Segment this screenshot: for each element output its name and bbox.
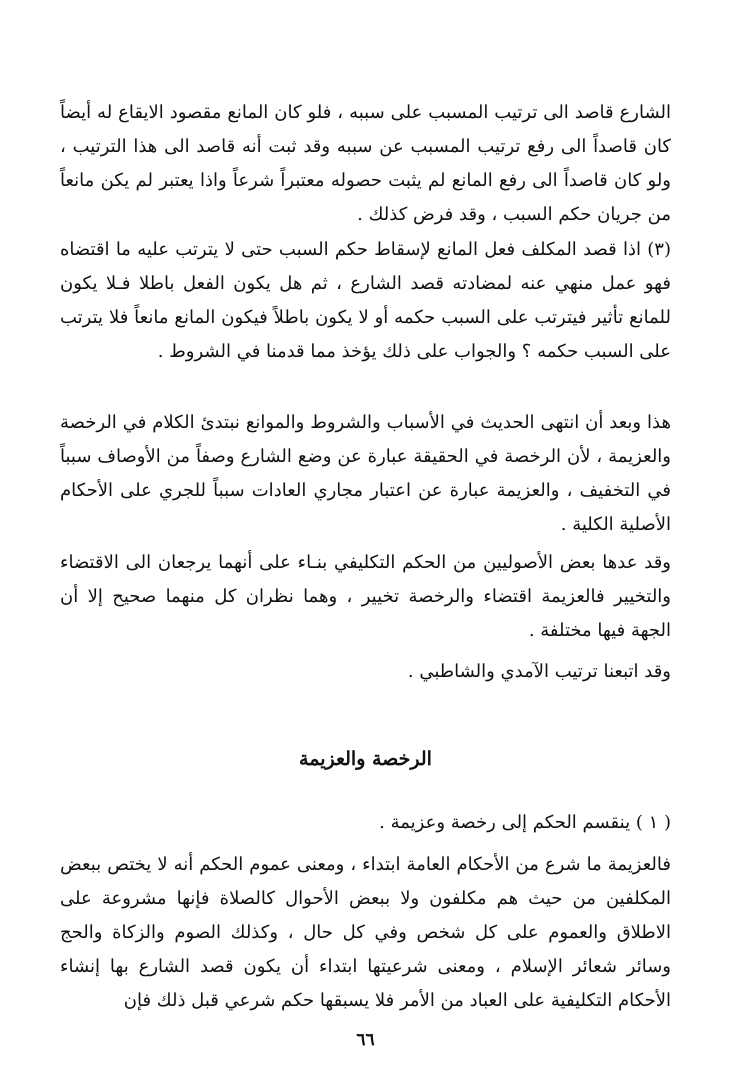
section-heading: الرخصة والعزيمة (299, 748, 432, 770)
paragraph: الشارع قاصد الى ترتيب المسبب على سببه ، فلو كان المانع مقصود الايقاع له أيضاً كان قاصداً الى رفع ترتيب المسبب عن سببه وقد ثبت أنه قاصد الى هذا الترتيب ، ولو كان قاصداً الى رفع المانع لم يثبت حصوله معتبراً شرعاً واذا يعتبر لم يكن مانعاً من جريان حكم السبب ، وقد فرض كذلك . (60, 102, 671, 225)
page-number: ٦٦ (356, 1030, 375, 1050)
paragraph: فالعزيمة ما شرع من الأحكام العامة ابتداء ، ومعنى عموم الحكم أنه لا يختص ببعض المكلفين من حيث هم مكلفون ولا ببعض الأحوال كالصلاة فإنها مشروعة على الاطلاق والعموم على كل شخص وفي كل حال ، وكذلك الصوم والزكاة والحج وسائر شعائر الإسلام ، ومعنى شرعيتها ابتداء أن يكون قصد الشارع بها إنشاء الأحكام التكليفية على العباد من الأمر فلا يسبقها حكم شرعي قبل ذلك فإن (60, 854, 671, 1011)
paragraph: هذا وبعد أن انتهى الحديث في الأسباب والشروط والموانع نبتدئ الكلام في الرخصة والعزيمة ، لأن الرخصة في الحقيقة عبارة عن وضع الشارع وصفاً من الأوصاف سبباً في التخفيف ، والعزيمة عبارة عن اعتبار مجاري العادات سبباً للجري على الأحكام الأصلية الكلية . (60, 412, 671, 535)
paragraph: ( ١ ) ينقسم الحكم إلى رخصة وعزيمة . (379, 812, 671, 833)
paragraph: وقد عدها بعض الأصوليين من الحكم التكليفي بنـاء على أنهما يرجعان الى الاقتضاء والتخيير فالعزيمة اقتضاء والرخصة تخيير ، وهما نظران كل منهما صحيح إلا أن الجهة فيها مختلفة . (60, 552, 671, 641)
paragraph: (٣) اذا قصد المكلف فعل المانع لإسقاط حكم السبب حتى لا يترتب عليه ما اقتضاه فهو عمل منهي عنه لمضادته قصد الشارع ، ثم هل يكون الفعل باطلا فـلا يكون للمانع تأثير فيترتب على السبب حكمه أو لا يكون باطلاً فيكون المانع مانعاً فلا يترتب على السبب حكمه ؟ والجواب على ذلك يؤخذ مما قدمنا في الشروط . (60, 239, 671, 362)
paragraph: وقد اتبعنا ترتيب الآمدي والشاطبي . (407, 661, 671, 682)
